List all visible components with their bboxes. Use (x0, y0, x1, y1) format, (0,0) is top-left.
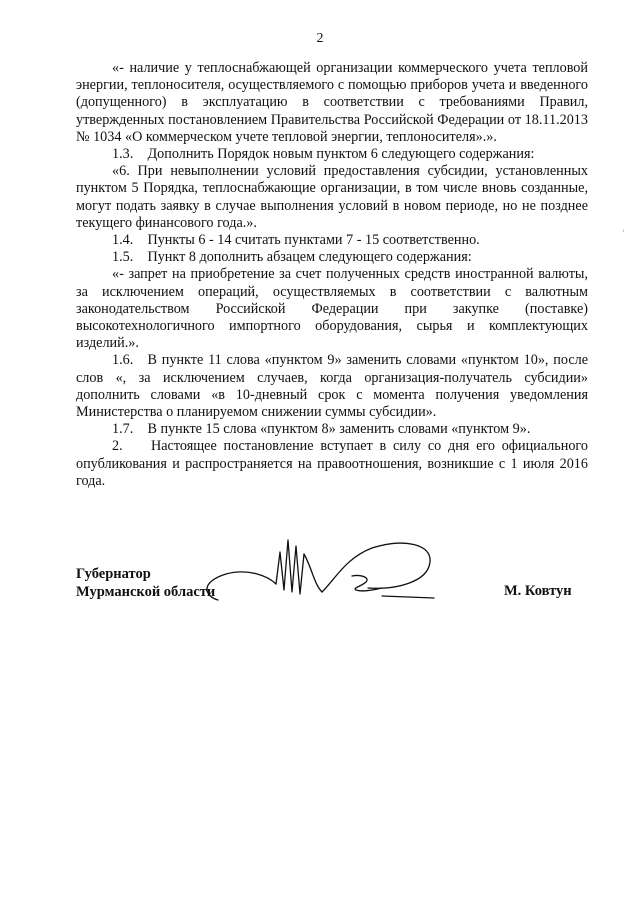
paragraph-quote-currency: «- запрет на приобретение за счет полученных средств иностранной валюты, за исключением операций, осуществляемых в соответствии с валютным законодательством Российской Федерации при закупке (поставке) высокотехнологичного импортного оборудования, сырья и комплектующих изделий.». (76, 266, 588, 352)
signatory-title-line1: Губернатор (76, 566, 151, 582)
margin-mark: › (622, 226, 625, 235)
paragraph-1-5: 1.5. Пункт 8 дополнить абзацем следующего содержания: (112, 249, 472, 266)
signatory-name: М. Ковтун (504, 583, 572, 599)
page-number: 2 (316, 31, 324, 46)
paragraph-1-4: 1.4. Пункты 6 - 14 считать пунктами 7 - 15 соответственно. (112, 232, 480, 249)
paragraph-2: 2. Настоящее постановление вступает в силу со дня его официального опубликования и распространяется на правоотношения, возникшие с 1 июля 2016 года. (76, 438, 588, 489)
signatory-title-line2: Мурманской области (76, 584, 216, 600)
document-body (76, 60, 588, 490)
signatory-title (76, 565, 215, 601)
paragraph-1: «- наличие у теплоснабжающей организации коммерческого учета тепловой энергии, теплоносителя, осуществляемого с помощью приборов учета и введенного (допущенного) в эксплуатацию в соответствии с требованиями Правил, утвержденных постановлением Правительства Российской Федерации от 18.11.2013 № 1034 «О коммерческом учете тепловой энергии, теплоносителя».». (76, 60, 588, 145)
paragraph-1-7: 1.7. В пункте 15 слова «пунктом 8» заменить словами «пунктом 9». (112, 421, 531, 438)
paragraph-quote-6: «6. При невыполнении условий предоставления субсидии, установленных пунктом 5 Порядка, теплоснабжающие организации, в том числе вновь созданные, могут подать заявку в случае выполнения условий в новом периоде, но не позднее текущего финансового года.». (76, 163, 588, 231)
handwritten-signature (196, 532, 446, 608)
paragraph-1-6: 1.6. В пункте 11 слова «пунктом 9» заменить словами «пунктом 10», после слов «, за исключением случаев, когда организация-получатель субсидии» дополнить словами «в 10-дневный срок с момента получения уведомления Министерства о планируемом снижении суммы субсидии». (76, 352, 588, 421)
paragraph-1-3: 1.3. Дополнить Порядок новым пунктом 6 следующего содержания: (112, 146, 535, 163)
